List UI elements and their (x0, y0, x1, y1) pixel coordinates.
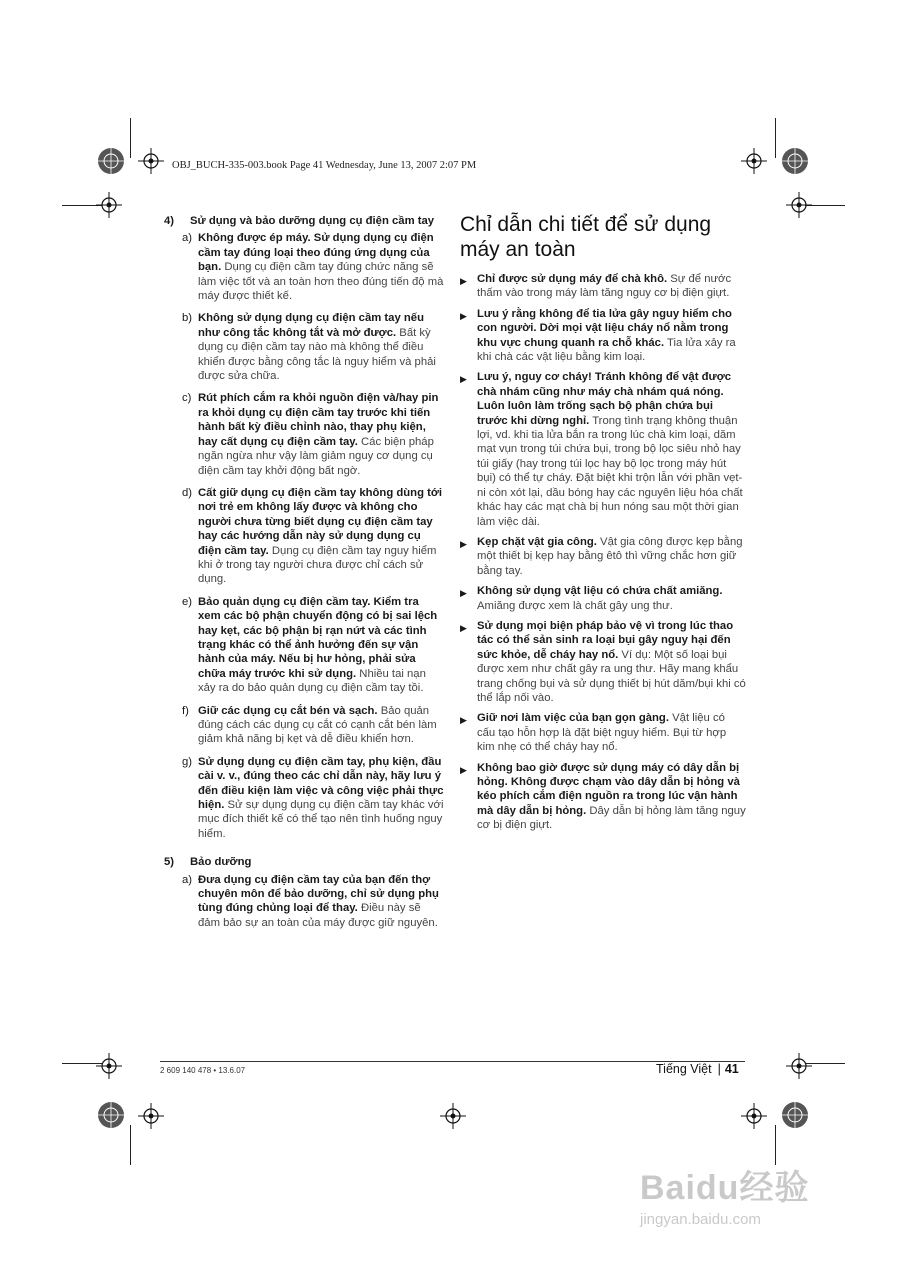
section-title: Sử dụng và bảo dưỡng dụng cụ điện cầm tay (190, 215, 435, 227)
right-column (460, 212, 746, 839)
bullet-bold-text: Không sử dụng vật liệu có chứa chất amiăng. (477, 585, 723, 598)
bullet-item (460, 619, 746, 705)
item-bold-text: Rút phích cắm ra khỏi nguồn điện và/hay pin ra khỏi dụng cụ điện cầm tay trước khi tiến hành bất kỳ điều chỉnh nào, thay phụ kiện, hay cất dụng cụ điện cầm tay. (198, 392, 439, 448)
triangle-bullet-icon: ▶ (460, 764, 467, 775)
item-text: Bảo quản đúng cách các dụng cụ cắt có cạnh cắt bén làm giảm khả năng bị kẹt và dễ điều khiển hơn. (198, 704, 437, 746)
bullet-text: Amiăng được xem là chất gây ung thư. (477, 599, 673, 612)
registration-crosshair-icon (786, 192, 812, 218)
list-item (182, 311, 444, 383)
item-bold-text: Đưa dụng cụ điện cầm tay của bạn đến thợ chuyên môn để bảo dưỡng, chỉ sử dụng phụ tùng đúng chủng loại để thay. (198, 873, 439, 915)
item-letter: a) (182, 873, 193, 886)
section-usage-maintenance (164, 214, 444, 841)
bullet-item (460, 584, 746, 613)
footer-language: Tiếng Việt (656, 1062, 712, 1076)
watermark-logo: Baidu经验 (640, 1169, 810, 1207)
item-letter: c) (182, 392, 192, 405)
bullet-bold-text: Không bao giờ được sử dụng máy có dây dẫn bị hỏng. Không được chạm vào dây dẫn bị hỏng và kéo phích cắm điện nguồn ra trong lúc vận hành mà dây dẫn bị hỏng. (477, 761, 740, 817)
registration-crosshair-icon (786, 1053, 812, 1079)
bullet-bold-text: Lưu ý rằng không để tia lửa gây nguy hiểm cho con người. Dời mọi vật liệu cháy nổ nằm trong khu vực chung quanh ra chỗ khác. (477, 307, 732, 349)
bullet-bold-text: Kẹp chặt vật gia công. (477, 535, 597, 548)
crop-line (130, 118, 131, 158)
registration-crosshair-icon (741, 148, 767, 174)
registration-crosshair-icon (138, 148, 164, 174)
triangle-bullet-icon: ▶ (460, 310, 467, 321)
item-text: Dụng cụ điện cầm tay nguy hiểm khi ở trong tay người chưa được chỉ cách sử dụng. (198, 544, 437, 586)
item-text: Sử sự dụng dụng cụ điện cầm tay khác với mục đích thiết kế có thể tạo nên tình huống nguy hiểm. (198, 799, 444, 840)
list-item (182, 704, 444, 747)
triangle-bullet-icon: ▶ (460, 538, 467, 549)
item-letter: f) (182, 704, 189, 717)
bullet-item (460, 711, 746, 754)
crop-line (775, 118, 776, 158)
bullet-text: Sự để nước thấm vào trong máy làm tăng nguy cơ bị điện giựt. (477, 273, 732, 300)
bullet-bold-text: Chỉ được sử dụng máy để chà khô. (477, 273, 668, 285)
list-item (182, 391, 444, 477)
crop-line (130, 1125, 131, 1165)
section-number: 5) (164, 856, 175, 869)
registration-crosshair-icon (138, 1103, 164, 1129)
list-item (182, 231, 444, 303)
bullet-item (460, 535, 746, 578)
bullet-item (460, 307, 746, 365)
registration-target-icon (96, 1100, 126, 1130)
item-text: Các biện pháp ngăn ngừa như vậy làm giảm nguy cơ dụng cụ điện cầm tay khởi động bất ngờ. (198, 435, 434, 477)
footer-page-info (656, 1062, 739, 1076)
section-heading (164, 855, 444, 869)
bullet-item (460, 761, 746, 833)
bullet-text: Tia lửa xảy ra khi chà các vật liệu bằng kim loại. (477, 336, 736, 364)
item-letter: b) (182, 312, 193, 325)
bullet-bold-text: Sử dụng mọi biện pháp bảo vệ vì trong lúc thao tác có thể sản sinh ra loại bụi gây nguy hại đến sức khỏe, dễ cháy hay nổ. (477, 619, 734, 661)
item-text: Điều này sẽ đảm bảo sự an toàn của máy được giữ nguyên. (198, 902, 438, 929)
registration-crosshair-icon (96, 1053, 122, 1079)
registration-crosshair-icon (96, 192, 122, 218)
item-bold-text: Cất giữ dụng cụ điện cầm tay không dùng tới nơi trẻ em không lấy được và không cho người chưa từng biết dụng cụ điện cầm tay hay các hướng dẫn này sử dụng dụng cụ điện cầm tay. (198, 486, 443, 557)
registration-target-icon (780, 146, 810, 176)
item-letter: a) (182, 232, 193, 245)
bullet-item (460, 370, 746, 528)
triangle-bullet-icon: ▶ (460, 588, 467, 599)
bullet-text: Ví dụ: Một số loại bụi được xem như chất gây ra ung thư. Hãy mang khẩu trang chống bụi và sử dụng thiết bị hút dăm/bụi khi có thể lắp nối vào. (477, 648, 746, 704)
watermark (640, 1160, 850, 1250)
triangle-bullet-icon: ▶ (460, 374, 467, 385)
registration-target-icon (780, 1100, 810, 1130)
footer-separator: | (717, 1062, 721, 1076)
registration-crosshair-icon (440, 1103, 466, 1129)
page-title: Chỉ dẫn chi tiết để sử dụng máy an toàn (460, 213, 712, 261)
page-number: 41 (724, 1062, 739, 1076)
bullet-text: Vật gia công được kẹp bằng một thiết bị kẹp hay bằng êtô thì vững chắc hơn giữ bằng tay. (477, 535, 743, 577)
print-header: OBJ_BUCH-335-003.book Page 41 Wednesday, June 13, 2007 2:07 PM (172, 160, 477, 171)
bullet-text: Vật liệu có cấu tạo hỗn hợp là đặt biệt nguy hiểm. Bụi từ hợp kim nhẹ có thể cháy hay nổ. (477, 712, 727, 754)
section-maintenance (164, 855, 444, 930)
section-number: 4) (164, 215, 175, 227)
item-bold-text: Giữ các dụng cụ cắt bén và sạch. (198, 704, 378, 717)
item-letter: d) (182, 486, 193, 499)
item-text: Bất kỳ dụng cụ điện cầm tay nào mà không thể điều khiển được bằng công tắc là nguy hiểm và phải được sửa chữa. (198, 326, 436, 383)
triangle-bullet-icon: ▶ (460, 622, 467, 633)
section-heading (164, 214, 444, 228)
bullet-item (460, 272, 746, 301)
triangle-bullet-icon: ▶ (460, 715, 467, 726)
registration-crosshair-icon (741, 1103, 767, 1129)
item-letter: g) (182, 755, 193, 768)
list-item (182, 873, 444, 931)
left-column (164, 214, 444, 944)
item-bold-text: Sử dụng dụng cụ điện cầm tay, phụ kiện, đầu cài v. v., đúng theo các chỉ dẫn này, hãy lưu ý đến điều kiện làm việc và công việc phải thực hiện. (198, 755, 444, 812)
bullet-bold-text: Giữ nơi làm việc của bạn gọn gàng. (477, 712, 669, 725)
list-item (182, 755, 444, 841)
list-item (182, 595, 444, 696)
item-letter: e) (182, 595, 193, 608)
footer-code: 2 609 140 478 • 13.6.07 (160, 1066, 246, 1075)
registration-target-icon (96, 146, 126, 176)
bullet-text: Trong tình trạng không thuận lợi, vd. khi tia lửa bắn ra trong lúc chà kim loại, dăm mạt vụn trong túi chứa bụi, trong bộ lọc siêu nhỏ hay túi giấy (hay trong túi lọc hay bộ lọc trong máy hút bụi) có thể tự cháy. Đặt biệt khi trộn lẫn với phần vẹt-ni còn xót lại, dầu bóng hay các nguyên liệu hóa chất khác hay các mạt chà bị hun nóng sau một thời gian làm việc dài. (477, 414, 743, 528)
list-item (182, 486, 444, 587)
crop-line (775, 1125, 776, 1165)
bullet-bold-text: Lưu ý, nguy cơ cháy! Tránh không để vật được chà nhám cũng như máy chà nhám quá nóng. Luôn luôn làm trống sạch bộ phận chứa bụi trước khi dừng nghỉ. (477, 371, 732, 427)
triangle-bullet-icon: ▶ (460, 276, 467, 286)
item-bold-text: Không sử dụng dụng cụ điện cầm tay nếu như công tắc không tắt và mở được. (198, 312, 424, 339)
section-title: Bảo dưỡng (190, 856, 252, 869)
item-bold-text: Không được ép máy. Sử dụng dụng cụ điện cầm tay đúng loại theo đúng ứng dụng của bạn. (198, 232, 434, 274)
bullet-text: Dây dẫn bị hỏng làm tăng nguy cơ bị điện giựt. (477, 804, 746, 832)
item-bold-text: Bảo quản dụng cụ điện cầm tay. Kiểm tra xem các bộ phận chuyển động có bị sai lệch hay kẹt, các bộ phận bị rạn nứt và các tình trạng khác có thể ảnh hưởng đến sự vận hành của máy. Nếu bị hư hỏng, phải sửa chữa máy trước khi sử dụng. (198, 595, 438, 680)
item-text: Dụng cụ điện cầm tay đúng chức năng sẽ làm việc tốt và an toàn hơn theo đúng tiến độ mà máy được thiết kế. (198, 261, 444, 303)
item-text: Nhiều tai nạn xảy ra do bảo quản dụng cụ điện cầm tay tồi. (198, 667, 426, 695)
watermark-url: jingyan.baidu.com (640, 1211, 761, 1228)
